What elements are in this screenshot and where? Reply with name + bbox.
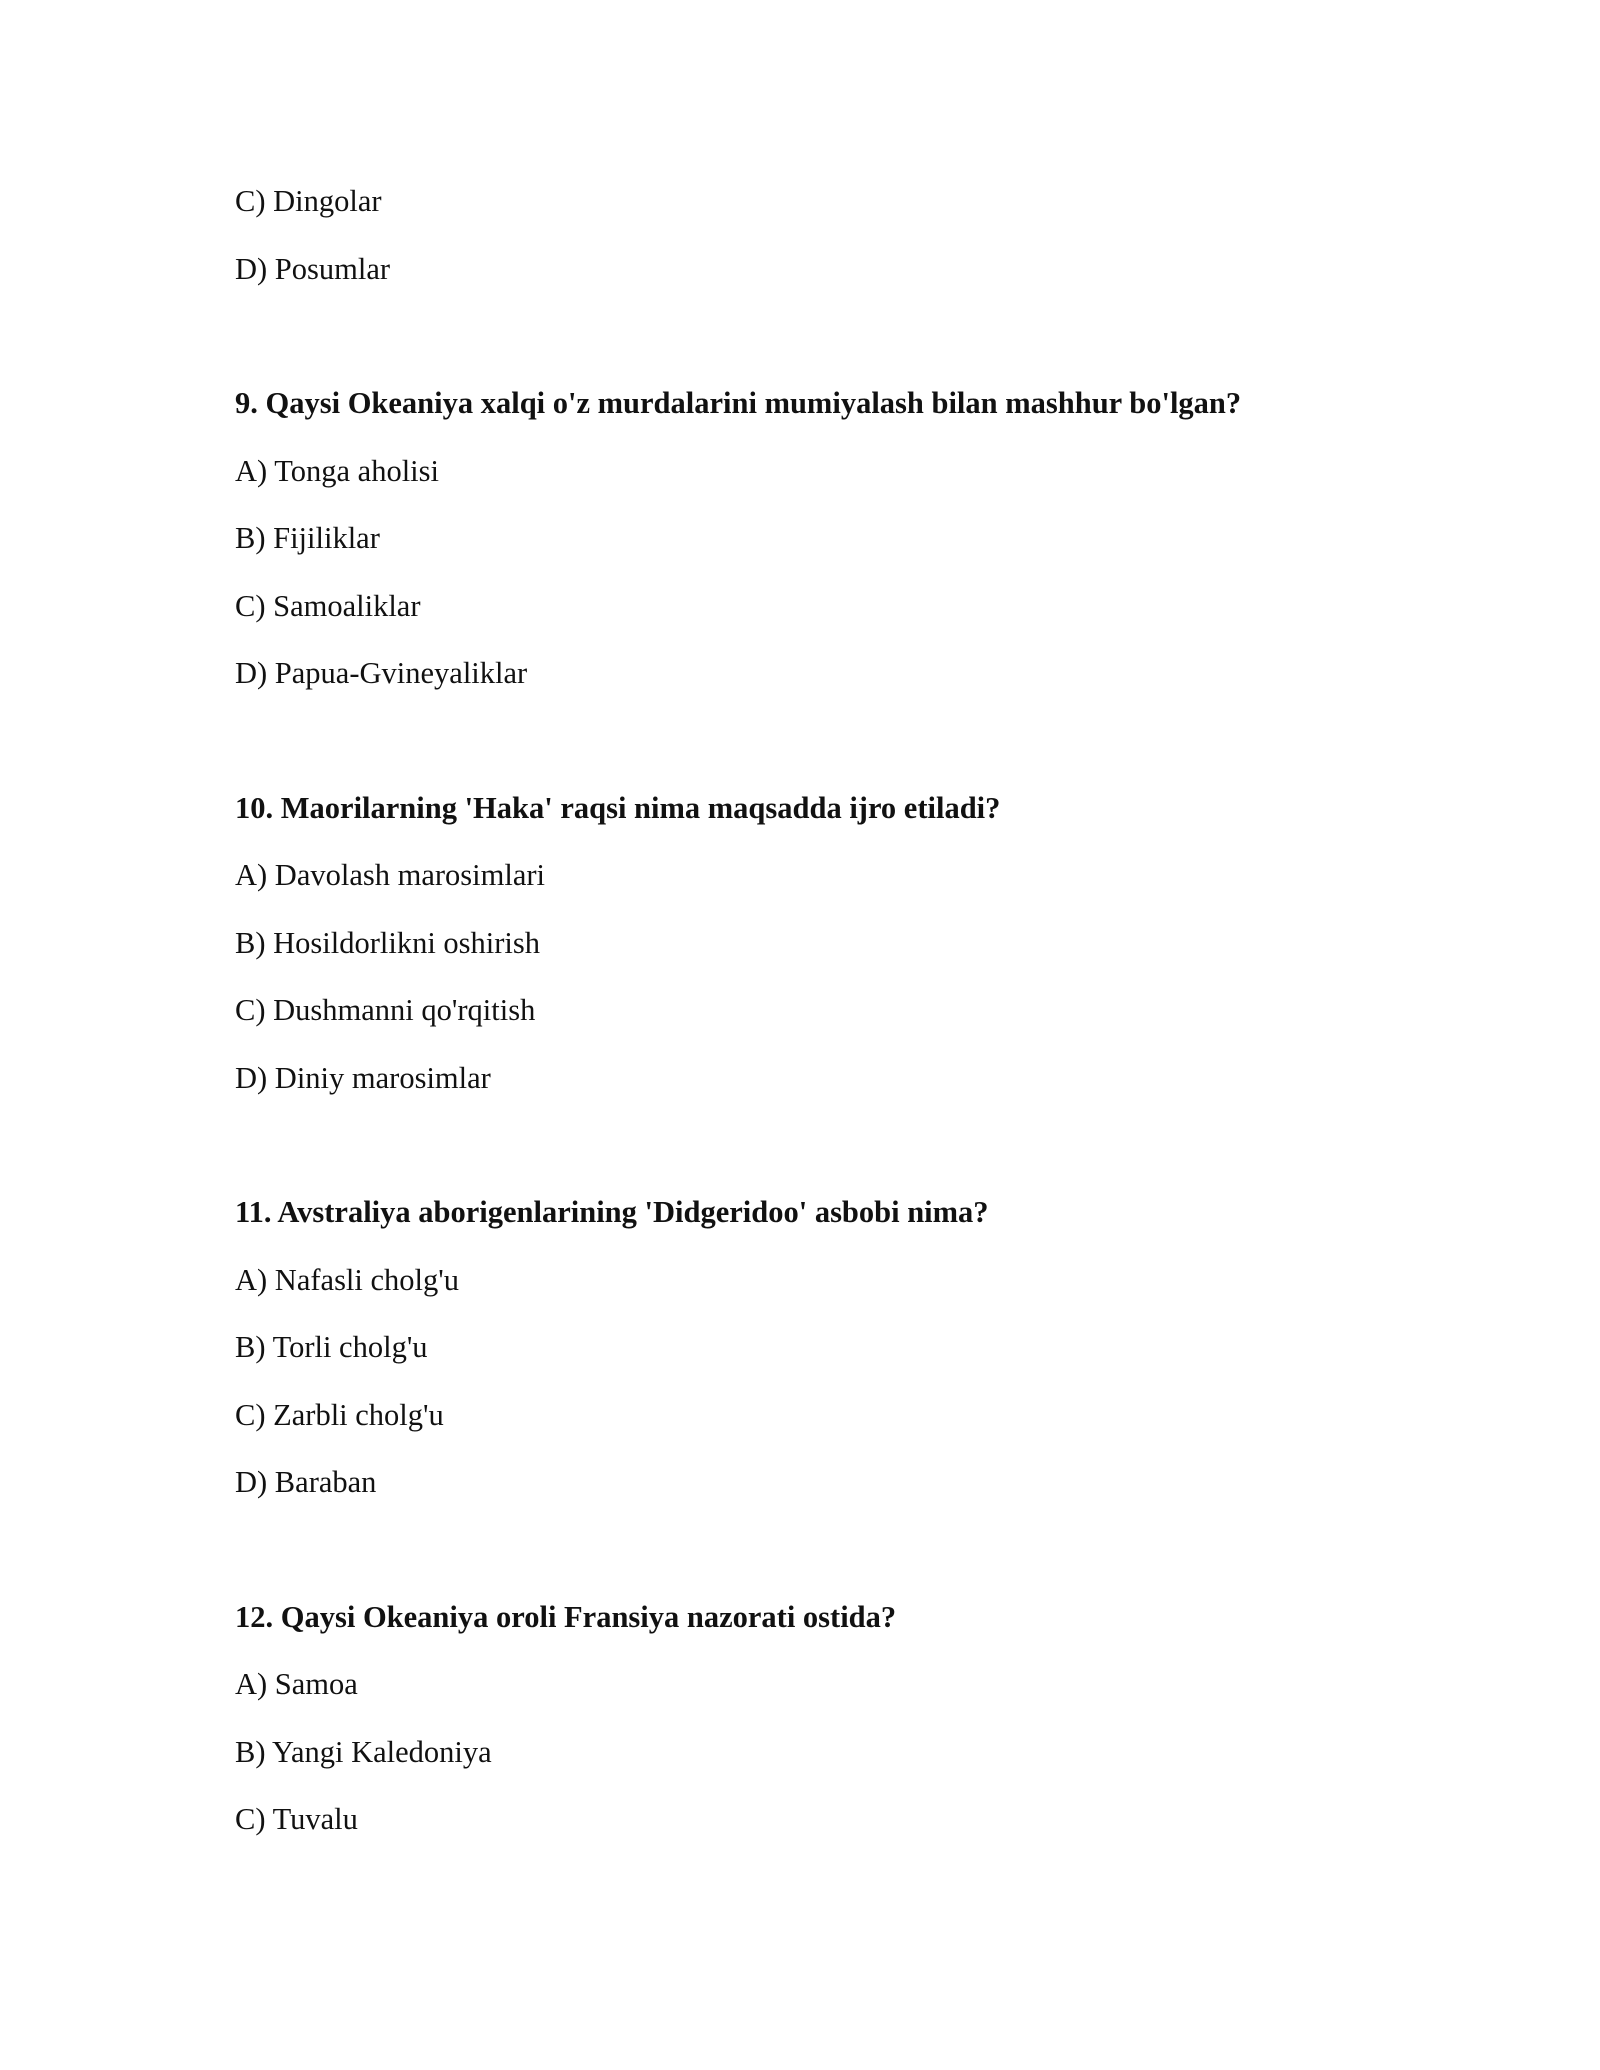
- answer-option-a: A) Davolash marosimlari: [235, 858, 546, 892]
- question-title: 10. Maorilarning 'Haka' raqsi nima maqsadda ijro etiladi?: [235, 790, 1001, 825]
- answer-option-d: D) Posumlar: [235, 251, 391, 286]
- question-11: [235, 1193, 1415, 1501]
- previous-question-fragment: [235, 182, 1415, 288]
- section-spacer: [235, 317, 1415, 384]
- answer-option-a: A) Tonga aholisi: [235, 453, 439, 488]
- question-12: [235, 1598, 1415, 1839]
- section-spacer: [235, 1531, 1415, 1598]
- answer-option-c: C) Dingolar: [235, 184, 382, 218]
- answer-option-d: D) Baraban: [235, 1465, 377, 1499]
- answer-option-b: B) Hosildorlikni oshirish: [235, 925, 541, 960]
- section-spacer: [235, 1126, 1415, 1193]
- answer-option-c: C) Zarbli cholg'u: [235, 1397, 444, 1432]
- question-10: [235, 789, 1415, 1097]
- answer-option-c: C) Dushmanni qo'rqitish: [235, 993, 536, 1027]
- answer-option-b: B) Yangi Kaledoniya: [235, 1734, 492, 1769]
- answer-option-a: A) Nafasli cholg'u: [235, 1262, 460, 1297]
- answer-option-c: C) Samoaliklar: [235, 588, 421, 623]
- quiz-content: [235, 182, 1415, 1868]
- question-9: [235, 384, 1415, 692]
- answer-option-d: D) Papua-Gvineyaliklar: [235, 656, 528, 690]
- answer-option-c: C) Tuvalu: [235, 1802, 358, 1836]
- answer-option-b: B) Fijiliklar: [235, 521, 380, 555]
- section-spacer: [235, 722, 1415, 789]
- question-title: 11. Avstraliya aborigenlarining 'Didgeridoo' asbobi nima?: [235, 1195, 989, 1229]
- question-title: 9. Qaysi Okeaniya xalqi o'z murdalarini mumiyalash bilan mashhur bo'lgan?: [235, 386, 1242, 420]
- answer-option-d: D) Diniy marosimlar: [235, 1060, 491, 1095]
- question-title: 12. Qaysi Okeaniya oroli Fransiya nazorati ostida?: [235, 1599, 897, 1634]
- answer-option-a: A) Samoa: [235, 1667, 358, 1701]
- answer-option-b: B) Torli cholg'u: [235, 1330, 428, 1364]
